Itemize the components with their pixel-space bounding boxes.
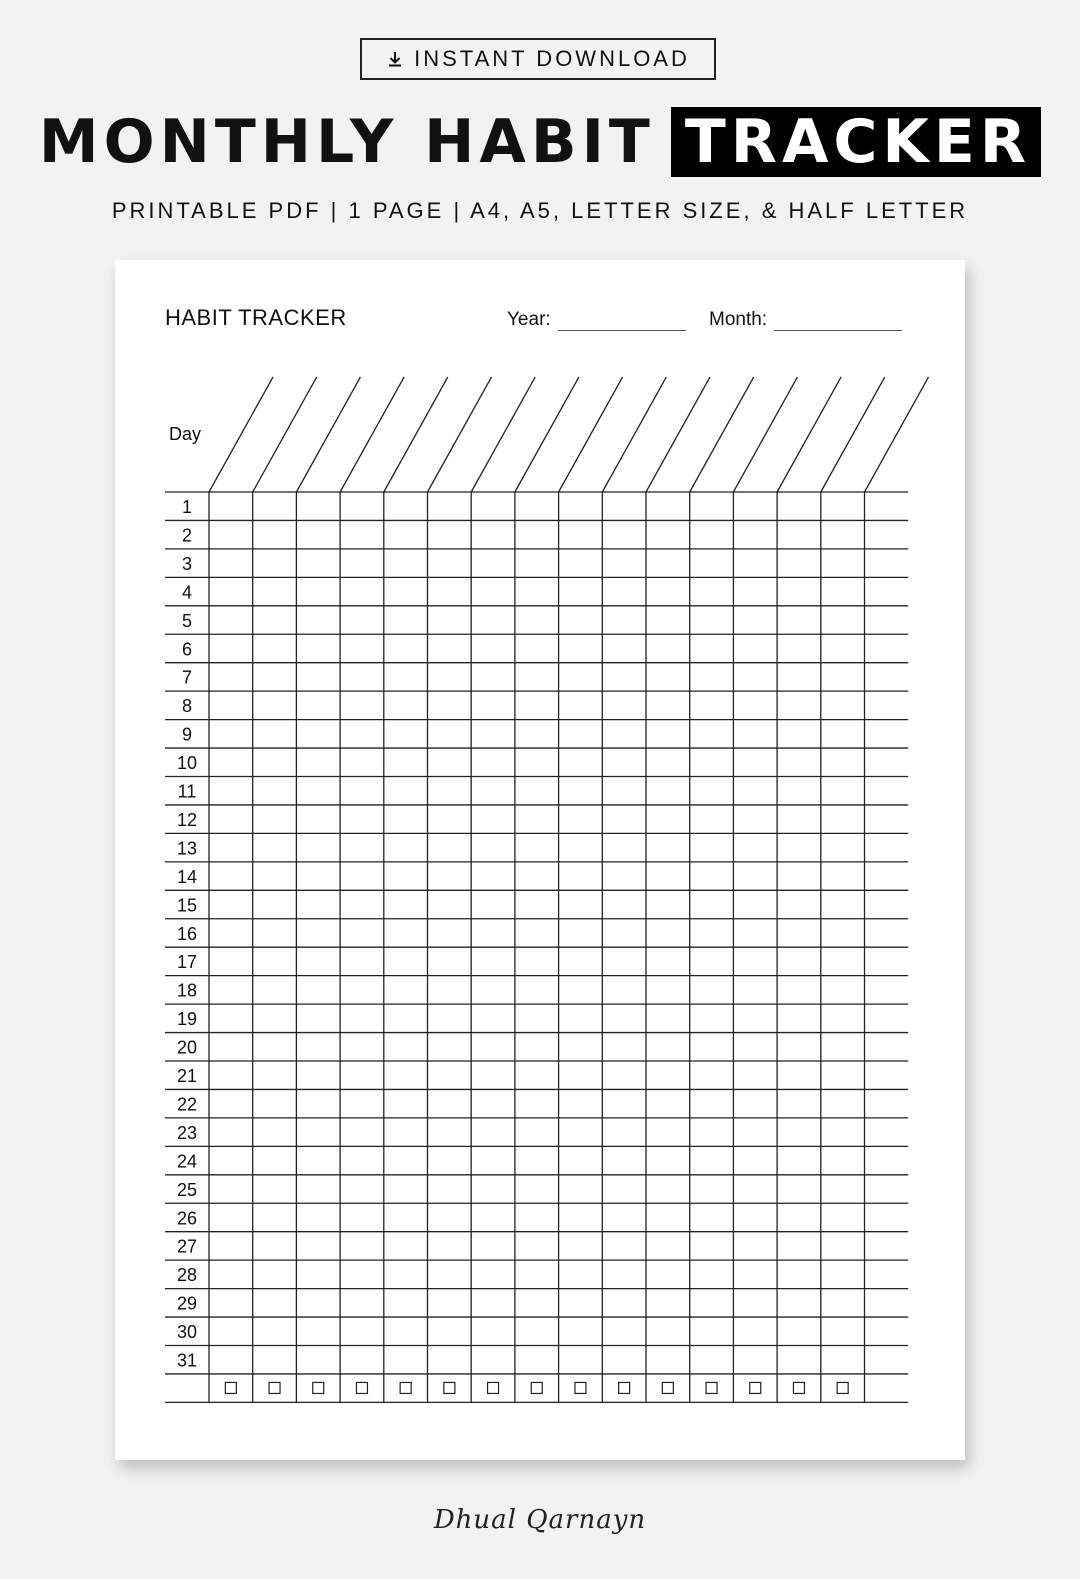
year-label: Year: xyxy=(507,309,551,330)
headline-light: MONTHLY HABIT xyxy=(38,107,655,177)
habit-checkbox[interactable] xyxy=(356,1382,367,1393)
habit-header-diagonal xyxy=(559,377,623,492)
habit-grid xyxy=(115,260,965,1460)
day-number: 8 xyxy=(181,696,193,717)
habit-header-diagonal xyxy=(777,377,841,492)
day-number: 26 xyxy=(176,1208,198,1229)
day-number: 22 xyxy=(176,1094,198,1115)
day-number: 20 xyxy=(176,1037,198,1058)
headline-dark: TRACKER xyxy=(671,107,1041,177)
habit-header-diagonal xyxy=(384,377,448,492)
day-number: 16 xyxy=(176,923,198,944)
habit-checkbox[interactable] xyxy=(750,1382,761,1393)
habit-header-diagonal xyxy=(733,377,797,492)
sheet-title: HABIT TRACKER xyxy=(165,305,347,330)
day-number: 11 xyxy=(177,781,197,802)
day-number: 21 xyxy=(176,1066,198,1086)
habit-checkbox[interactable] xyxy=(488,1382,499,1393)
day-number: 5 xyxy=(181,610,193,631)
tracker-sheet xyxy=(115,260,965,1460)
day-number: 1 xyxy=(181,497,193,517)
day-number: 27 xyxy=(176,1236,198,1257)
habit-checkbox[interactable] xyxy=(837,1382,848,1393)
habit-checkbox[interactable] xyxy=(444,1382,455,1393)
badge-label: INSTANT DOWNLOAD xyxy=(414,46,690,71)
habit-header-diagonal xyxy=(646,377,710,492)
day-number: 14 xyxy=(176,866,198,887)
headline xyxy=(0,104,1080,180)
habit-header-diagonal xyxy=(428,377,492,492)
day-number: 4 xyxy=(181,582,193,603)
day-number: 6 xyxy=(181,639,193,660)
day-number: 28 xyxy=(176,1265,198,1286)
day-number: 25 xyxy=(176,1179,198,1200)
day-number: 3 xyxy=(181,553,193,574)
day-number: 17 xyxy=(176,952,198,973)
habit-header-diagonal xyxy=(515,377,579,492)
habit-checkbox[interactable] xyxy=(793,1382,804,1393)
habit-header-diagonal xyxy=(296,377,360,492)
day-number: 29 xyxy=(176,1293,198,1314)
signature-logo: Dhual Qarnayn xyxy=(433,1505,647,1535)
habit-checkbox[interactable] xyxy=(706,1382,717,1393)
download-icon xyxy=(386,50,404,68)
subtitle: PRINTABLE PDF | 1 PAGE | A4, A5, LETTER SIZE, & HALF LETTER xyxy=(111,198,969,223)
day-number: 2 xyxy=(181,525,193,546)
day-number: 7 xyxy=(181,667,193,688)
day-number: 12 xyxy=(176,809,198,830)
habit-checkbox[interactable] xyxy=(619,1382,630,1393)
habit-header-diagonal xyxy=(471,377,535,492)
day-number: 31 xyxy=(176,1350,198,1371)
day-number: 19 xyxy=(176,1009,198,1030)
instant-download-badge[interactable] xyxy=(360,38,716,80)
habit-checkbox[interactable] xyxy=(662,1382,673,1393)
habit-header-diagonal xyxy=(821,377,885,492)
habit-header-diagonal xyxy=(209,377,273,492)
day-number: 9 xyxy=(181,724,193,745)
day-number: 23 xyxy=(176,1122,198,1143)
habit-checkbox[interactable] xyxy=(575,1382,586,1393)
day-number: 13 xyxy=(176,838,198,859)
day-number: 18 xyxy=(176,980,198,1001)
habit-header-diagonal xyxy=(253,377,317,492)
habit-header-diagonal xyxy=(865,377,929,492)
day-number: 24 xyxy=(176,1151,198,1172)
day-number: 15 xyxy=(176,895,198,916)
day-number: 10 xyxy=(176,753,198,774)
day-number: 30 xyxy=(176,1322,198,1343)
habit-checkbox[interactable] xyxy=(400,1382,411,1393)
habit-checkbox[interactable] xyxy=(313,1382,324,1393)
day-header-label: Day xyxy=(169,424,202,444)
month-label: Month: xyxy=(709,309,768,330)
habit-header-diagonal xyxy=(340,377,404,492)
habit-checkbox[interactable] xyxy=(269,1382,280,1393)
habit-header-diagonal xyxy=(690,377,754,492)
habit-checkbox[interactable] xyxy=(531,1382,542,1393)
habit-checkbox[interactable] xyxy=(225,1382,236,1393)
habit-header-diagonal xyxy=(602,377,666,492)
